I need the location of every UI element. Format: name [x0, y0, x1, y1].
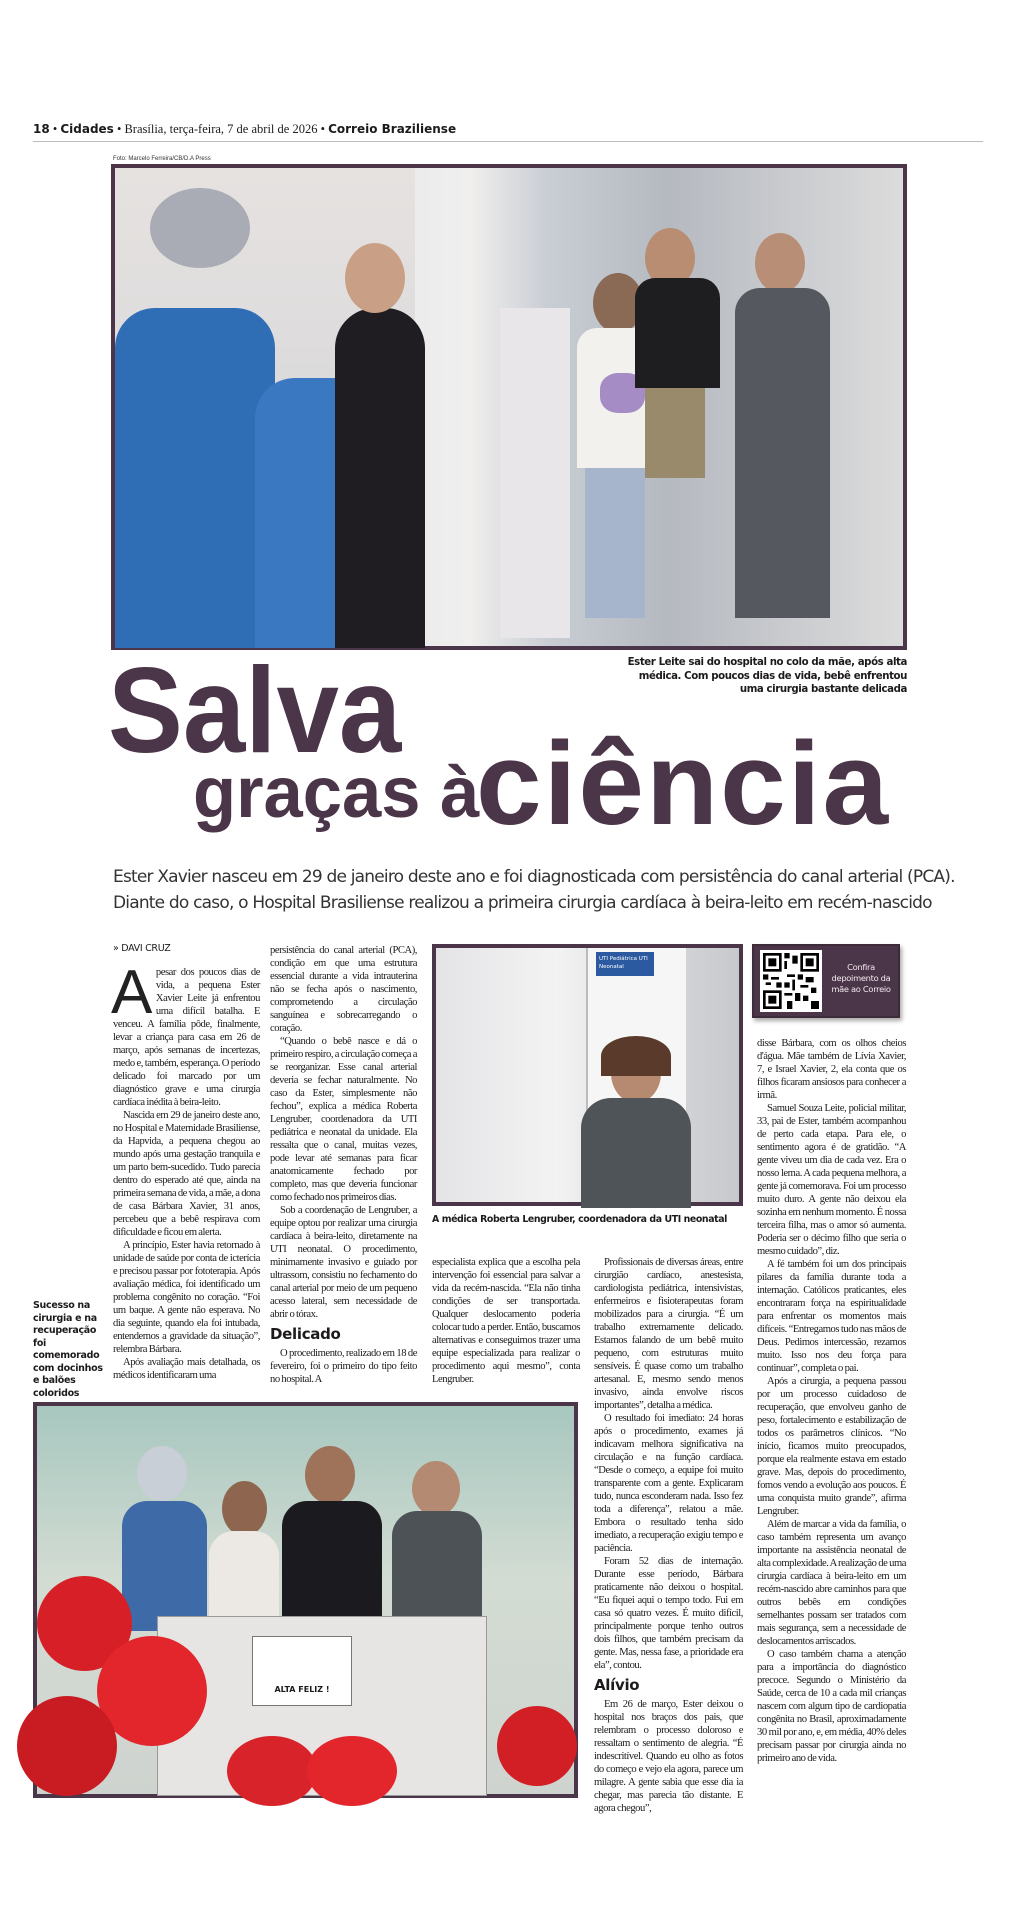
article-column-5: disse Bárbara, com os olhos cheios d'água. Mãe também de Lívia Xavier, 7, e Israel Xavier, 2, ela conta que os filhos ficaram ansiosos para conhecer a irmã. Samuel Souza Leite, policial militar, 33, pai de Ester, também acompanhou de perto cada etapa. Para ele, o sentimento agora é de gratidão. “A gente viveu um dia de cada vez. Era o nosso lema. A cada pequena melhora, a gente já comemorava. Foi um processo muito duro. A gente não deixou ela sozinha em nenhum momento. É nossa terceira filha, mas o amor só aumenta. Poderia ser o décimo filho que seria o mesmo cuidado”, diz. A fé também foi um dos principais pilares da família durante toda a internação. Católicos praticantes, eles encontraram força na espiritualidade para enfrentar os momentos mais difíceis. “Entregamos tudo nas mãos de Deus. Pedimos intercessão, rezamos muito. Isso nos deu força para continuar”, completa o pai. Após a cirurgia, a pequena passou por um processo cuidadoso de recuperação, que envolveu ganho de peso, fortalecimento e estabilização de todos os parâmetros clínicos. “No início, ficamos muito preocupados, porque ela realmente estava em estado grave. Mas, depois do procedimento, fomos vendo a evolução aos poucos. É uma conquista muito grande”, afirma Lengruber. Além de marcar a vida da família, o caso também representa um avanço importante na assistência neonatal de alta complexidade. A realização de uma cirurgia cardíaca à beira-leito em um recém-nascido abre caminhos para que outros bebês em condições semelhantes possam ser tratados com mais segurança, sem a necessidade de deslocamentos arriscados. O caso também chama a atenção para a importância do diagnóstico precoce. Segundo o Ministério da Saúde, cerca de 10 a cada mil crianças nascem com algum tipo de cardiopatia congênita no Brasil, aproximadamente 30 mil por ano, e, em média, 40% deles precisam passar por cirurgia ainda no primeiro ano de vida. [757, 1038, 906, 1764]
subheadline: Ester Xavier nasceu em 29 de janeiro deste ano e foi diagnosticada com persistência do canal arterial (PCA). Diante do caso, o Hospital Brasiliense realizou a primeira cirurgia cardíaca à beira-leito em recém-nascido [113, 867, 955, 913]
page-number: 18 [33, 122, 50, 136]
doctor-photo [432, 944, 743, 1206]
celebration-photo [33, 1402, 578, 1798]
article-column-4: Profissionais de diversas áreas, entre cirurgião cardíaco, anestesista, cardiologista pediátrica, intensivistas, enfermeiros e fisioterapeutas foram mobilizados para a cirurgia. “É um trabalho extremamente delicado. Estamos falando de um bebê muito pequeno, com estruturas muito sensíveis. É quase como um trabalho artesanal. E, mesmo sendo menos invasivo, ainda envolve riscos importantes”, detalha a médica. O resultado foi imediato: 24 horas após o procedimento, exames já indicavam melhora significativa na circulação e na função cardíaca. “Desde o começo, a equipe foi muito transparente com a gente. Explicaram tudo, nunca esconderam nada. Isso fez toda a diferença”, relatou a mãe. Embora o resultado tenha sido imediato, a recuperação exigiu tempo e paciência. Foram 52 dias de internação. Durante esse período, Bárbara praticamente não deixou o hospital. “Eu fiquei aqui o tempo todo. Fui em casa só quatro vezes. É muito difícil, principalmente porque tenho outros dois filhos, que também precisam da gente. Mas, nessa fase, a prioridade era ela”, contou. Alívio Em 26 de março, Ester deixou o hospital nos braços dos pais, que relembram o processo doloroso e ressaltam o sentimento de alegria. “É indescritível. Quando eu olho as fotos do começo e vejo ela agora, parece um milagre. A gente sabia que esse dia ia chegar, mas parecia tão distante. E agora chegou”, [594, 1257, 743, 1814]
doctor-photo-caption: A médica Roberta Lengruber, coordenadora da UTI neonatal [432, 1214, 727, 1225]
photo-credit: Foto: Marcelo Ferreira/CB/D.A Press [113, 156, 211, 162]
subhead-delicado: Delicado [270, 1325, 341, 1343]
main-photo [111, 164, 907, 650]
subhead-alivio: Alívio [594, 1676, 640, 1694]
headline-line2a: graças à [193, 753, 480, 833]
uti-sign: UTI Pediátrica UTI Neonatal [596, 952, 654, 976]
headline-line1: Salva [108, 642, 402, 778]
page-header: 18 • Cidades • Brasília, terça-feira, 7 de abril de 2026 • Correio Braziliense [33, 122, 983, 142]
article-column-1: Apesar dos poucos dias de vida, a pequena Ester Xavier Leite já enfrentou uma difícil batalha. E venceu. A família pôde, finalmente, levar a criança para casa em 26 de março, após semanas de incertezas, medo e, também, esperança. O período delicado foi marcado por um diagnóstico grave e uma cirurgia cardíaca inédita à beira-leito. Nascida em 29 de janeiro deste ano, no Hospital e Maternidade Brasiliense, da Hapvida, a pequena chegou ao mundo após uma gestação tranquila e um parto bem-sucedido. Tudo parecia dentro do esperado até que, ainda na primeira semana de vida, a mãe, a dona de casa Bárbara Xavier, 31 anos, percebeu que a bebê respirava com dificuldade e ficou em alerta. A princípio, Ester havia retornado à unidade de saúde por conta de icterícia e precisou passar por fototerapia. Após avaliação médica, foi identificado um problema congênito no coração. “Foi um baque. A gente não esperava. No dia seguinte, quando ela foi intubada, entendemos a gravidade da situação”, relembra Bárbara. Após avaliação mais detalhada, os médicos identificaram uma [111, 958, 260, 1381]
alta-feliz-sign: ALTA FELIZ ! [252, 1636, 352, 1706]
dateline: Brasília, terça-feira, 7 de abril de 2026 [124, 122, 318, 136]
article-column-3: especialista explica que a escolha pela intervenção foi essencial para salvar a vida da recém-nascida. “Ela não tinha condições de ser transportada. Qualquer deslocamento poderia colocar tudo a perder. Então, buscamos alternativas e conseguimos trazer uma equipe especializada para realizar o procedimento aqui mesmo”, conta Lengruber. [432, 1257, 580, 1385]
newspaper-name: Correio Braziliense [328, 122, 457, 136]
qr-code-icon[interactable] [760, 950, 822, 1012]
qr-box-text: Confira depoimento da mãe ao Correio [831, 962, 891, 994]
headline-line2b: ciência [476, 718, 891, 850]
main-photo-caption: Ester Leite sai do hospital no colo da mãe, após alta médica. Com poucos dias de vida, bebê enfrentou uma cirurgia bastante delicada [627, 657, 907, 695]
bottom-photo-caption: Sucesso na cirurgia e na recuperação foi comemorado com docinhos e balões coloridos [33, 1300, 103, 1399]
article-column-2: persistência do canal arterial (PCA), condição em que uma estrutura essencial durante a vida intrauterina não se fecha após o nascimento, comprometendo a circulação sanguínea e sobrecarregando o coração. “Quando o bebê nasce e dá o primeiro respiro, a circulação começa a se reorganizar. Esse canal arterial deveria se fechar naturalmente. No caso da Ester, simplesmente não fechou”, explica a médica Roberta Lengruber, coordenadora da UTI pediátrica e neonatal da unidade. Ela ressalta que o canal, muitas vezes, pode levar até semanas para ficar anatomicamente fechado por completo, mas que deveria funcionar como fechado nos primeiros dias. Sob a coordenação de Lengruber, a equipe optou por realizar uma cirurgia cardíaca à beira-leito, diretamente na UTI neonatal. O procedimento, minimamente invasivo e guiado por ultrassom, consistiu no fechamento do canal arterial por meio de um pequeno acesso lateral, sem necessidade de abrir o tórax. Delicado O procedimento, realizado em 18 de fevereiro, foi o primeiro do tipo feito no hospital. A [270, 945, 418, 1385]
byline: » DAVI CRUZ [113, 943, 171, 954]
qr-code-box[interactable] [752, 944, 900, 1018]
section-name: Cidades [60, 122, 114, 136]
drop-cap: A [111, 958, 152, 1027]
